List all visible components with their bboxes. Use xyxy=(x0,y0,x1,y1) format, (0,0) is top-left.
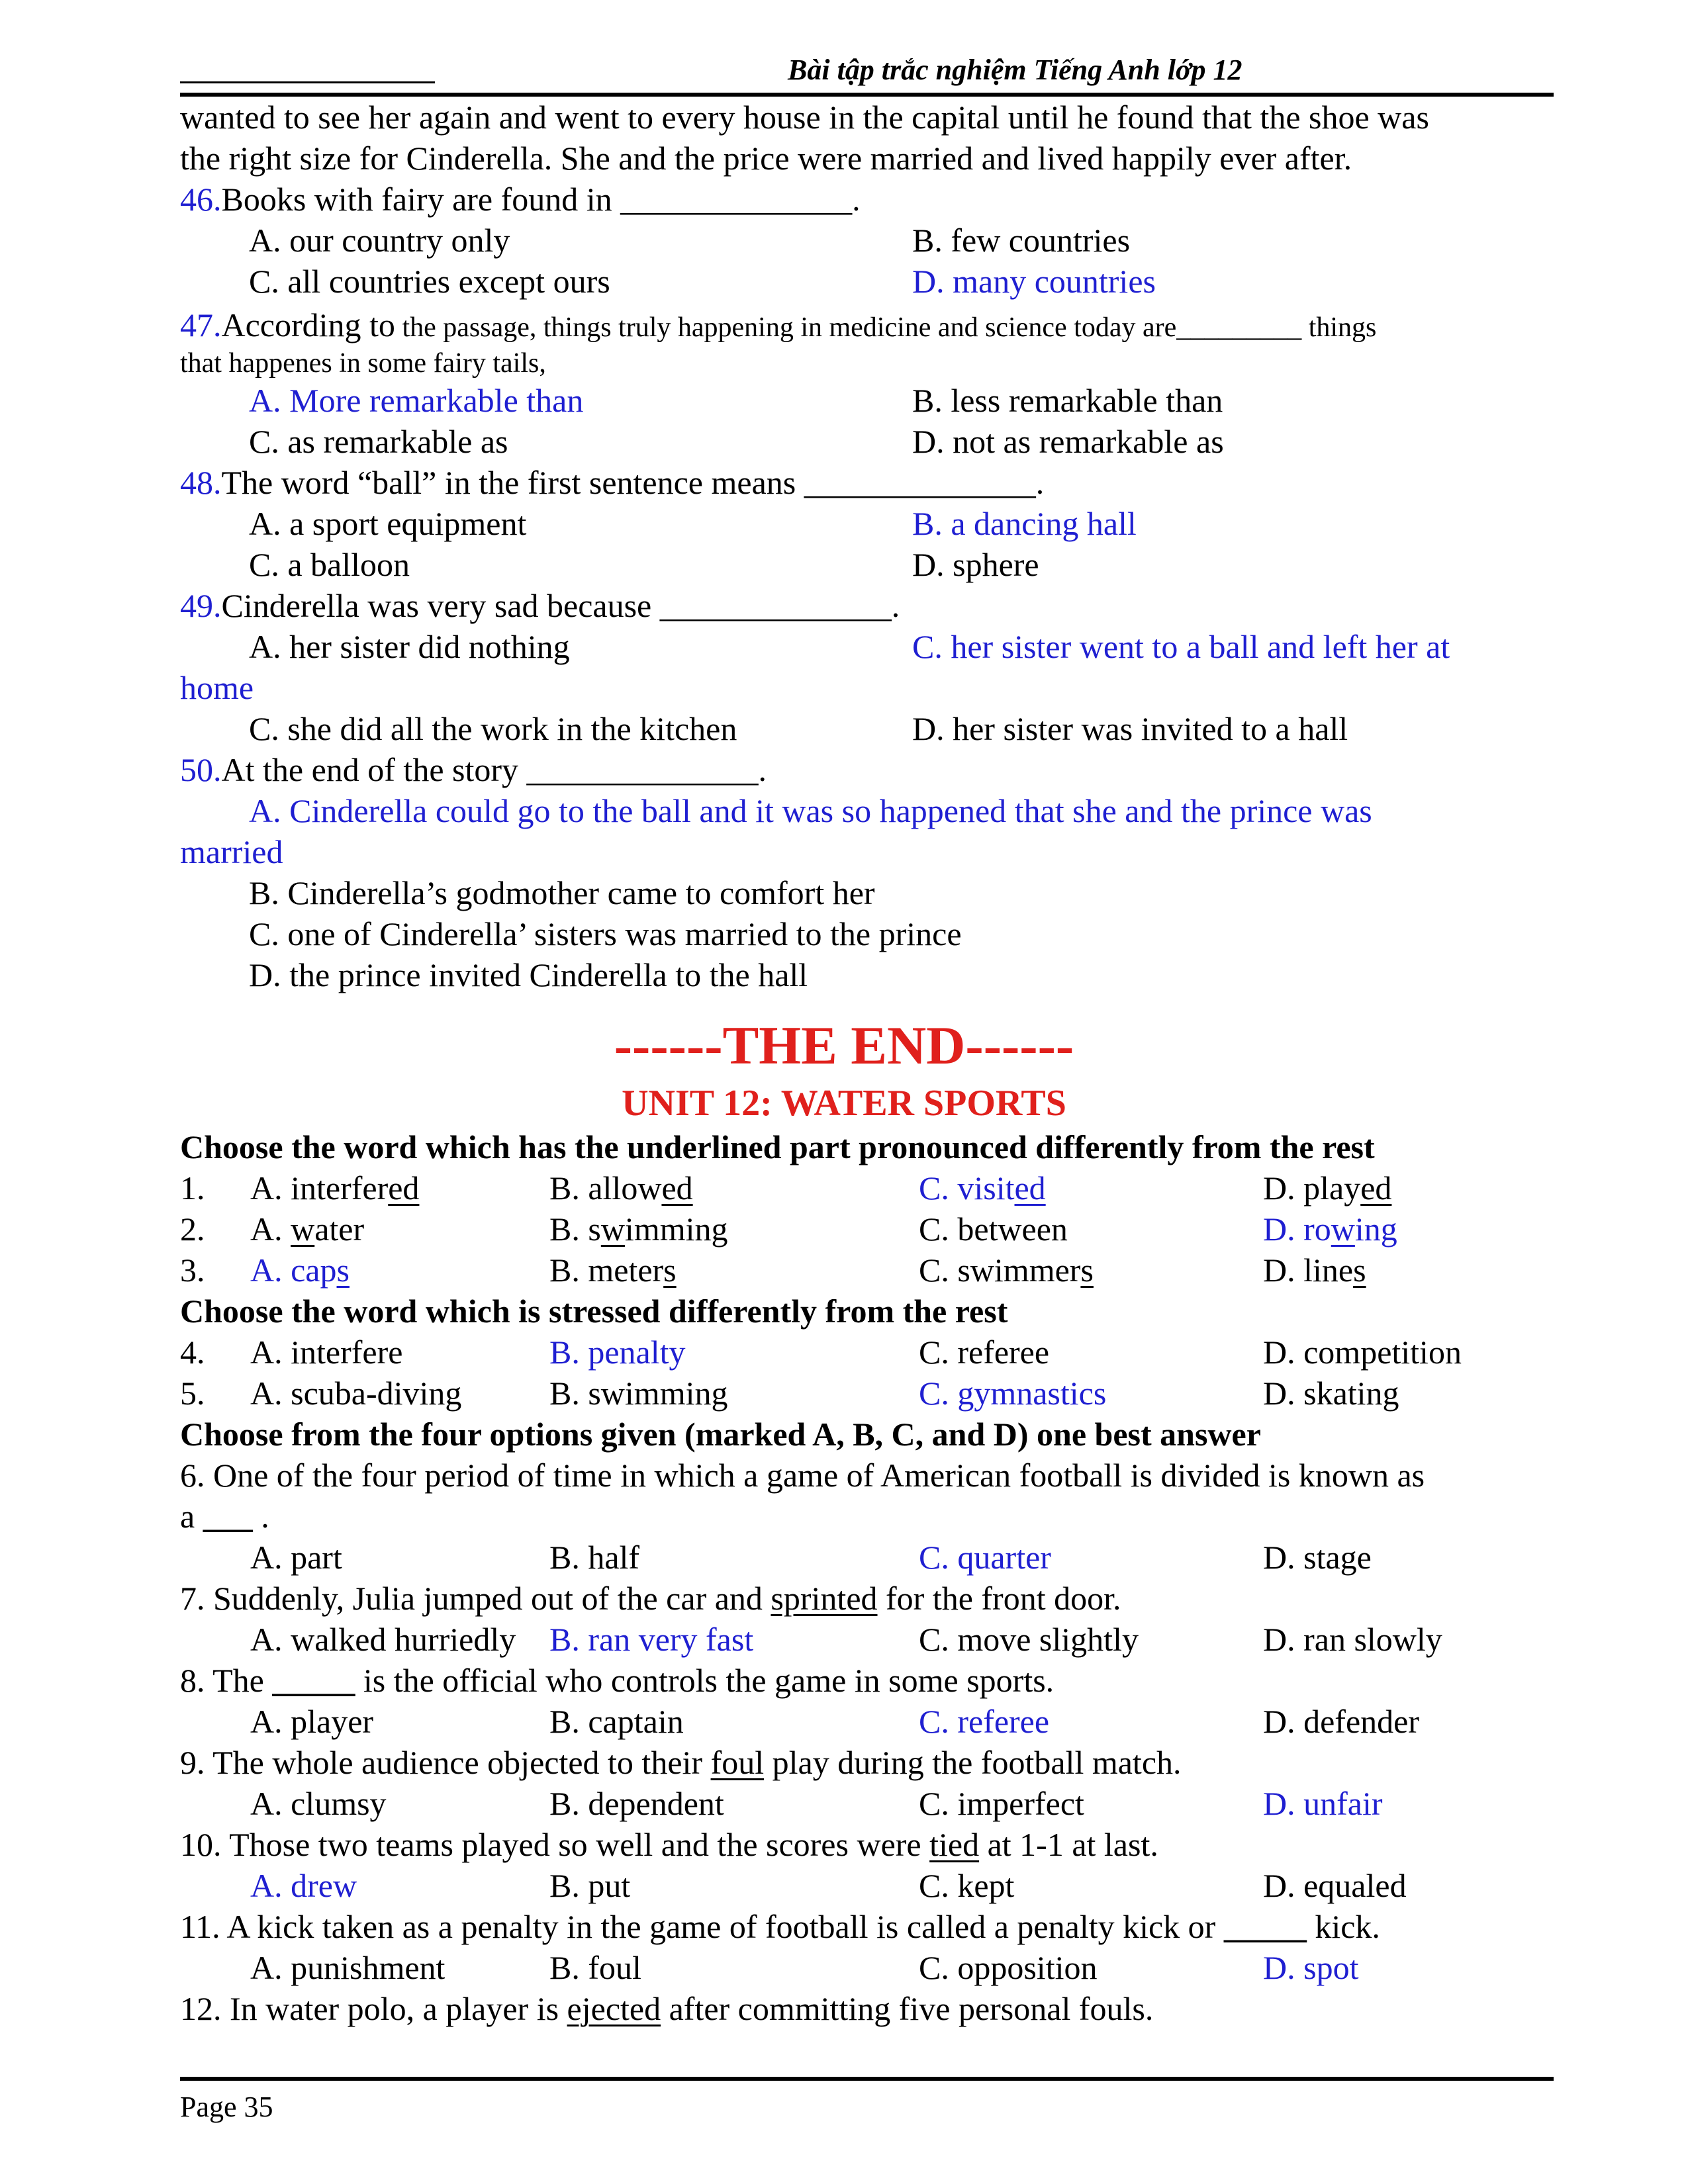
section-instruction: Choose the word which has the underlined part pronounced differently from the rest xyxy=(180,1128,1375,1165)
question-46 xyxy=(180,179,861,220)
option: C. move slightly xyxy=(919,1621,1139,1658)
question-number: 3. xyxy=(180,1251,205,1289)
question-11: 11. A kick taken as a penalty in the game of football is called a penalty kick or _____ kick. xyxy=(180,1908,1380,1945)
option: B. less remarkable than xyxy=(912,382,1223,419)
question-text: Cinderella was very sad because ______________. xyxy=(221,587,900,624)
option-correct-continued: home xyxy=(180,669,254,706)
option: A. punishment xyxy=(250,1949,445,1986)
option: B. foul xyxy=(549,1949,641,1986)
option: D. equaled xyxy=(1263,1867,1407,1904)
option-correct-continued: married xyxy=(180,833,283,870)
option-correct: A. caps xyxy=(250,1251,350,1289)
header-title: Bài tập trắc nghiệm Tiếng Anh lớp 12 xyxy=(788,54,1243,86)
option: D. the prince invited Cinderella to the hall xyxy=(249,956,808,993)
option: B. few countries xyxy=(912,222,1131,259)
option: D. her sister was invited to a hall xyxy=(912,710,1348,747)
option: B. allowed xyxy=(549,1169,693,1206)
option: D. played xyxy=(1263,1169,1392,1206)
option: A. clumsy xyxy=(250,1785,387,1822)
question-number: 5. xyxy=(180,1375,205,1412)
option: A. scuba-diving xyxy=(250,1375,462,1412)
option: A. part xyxy=(250,1539,342,1576)
unit-title: UNIT 12: WATER SPORTS xyxy=(622,1083,1066,1124)
option: C. one of Cinderella’ sisters was married to the prince xyxy=(249,915,962,952)
option-correct: D. spot xyxy=(1263,1949,1359,1986)
passage-line: the right size for Cinderella. She and the price were married and lived happily ever after. xyxy=(180,140,1352,177)
the-end-heading: ------THE END------ xyxy=(614,1015,1074,1075)
question-number: 2. xyxy=(180,1210,205,1248)
question-number: 46. xyxy=(180,181,222,218)
option: C. swimmers xyxy=(919,1251,1094,1289)
option-correct: C. referee xyxy=(919,1703,1050,1740)
option: B. meters xyxy=(549,1251,677,1289)
question-50 xyxy=(180,749,767,790)
option-correct: B. penalty xyxy=(549,1334,686,1371)
option: A. our country only xyxy=(249,222,510,259)
option: D. defender xyxy=(1263,1703,1419,1740)
question-7: 7. Suddenly, Julia jumped out of the car and sprinted for the front door. xyxy=(180,1580,1121,1617)
question-number: 50. xyxy=(180,751,222,788)
section-instruction: Choose from the four options given (marked A, B, C, and D) one best answer xyxy=(180,1416,1261,1453)
question-6: 6. One of the four period of time in which a game of American football is divided is known as xyxy=(180,1457,1425,1494)
option-correct: C. quarter xyxy=(919,1539,1051,1576)
option: D. ran slowly xyxy=(1263,1621,1442,1658)
option: C. as remarkable as xyxy=(249,423,508,460)
question-8: 8. The _____ is the official who controls the game in some sports. xyxy=(180,1662,1055,1699)
option: B. captain xyxy=(549,1703,684,1740)
option: C. a balloon xyxy=(249,546,410,583)
option-correct: A. drew xyxy=(250,1867,357,1904)
header-short-rule xyxy=(180,81,435,83)
question-text: According to xyxy=(221,306,395,343)
option-correct: A. More remarkable than xyxy=(249,382,584,419)
option: B. Cinderella’s godmother came to comfort her xyxy=(249,874,875,911)
option: D. not as remarkable as xyxy=(912,423,1224,460)
option: C. opposition xyxy=(919,1949,1098,1986)
option-correct: C. gymnastics xyxy=(919,1375,1107,1412)
option: B. dependent xyxy=(549,1785,724,1822)
option: B. swimming xyxy=(549,1375,728,1412)
option: C. she did all the work in the kitchen xyxy=(249,710,737,747)
option-correct: B. a dancing hall xyxy=(912,505,1137,542)
option: A. walked hurriedly xyxy=(250,1621,516,1658)
question-text: Books with fairy are found in ______________. xyxy=(221,181,861,218)
option: A. interfered xyxy=(250,1169,420,1206)
option: B. put xyxy=(549,1867,631,1904)
option: C. kept xyxy=(919,1867,1015,1904)
option: A. a sport equipment xyxy=(249,505,527,542)
question-9: 9. The whole audience objected to their foul play during the football match. xyxy=(180,1744,1182,1781)
question-text: At the end of the story ______________. xyxy=(221,751,767,788)
question-number: 47. xyxy=(180,306,222,343)
option: A. her sister did nothing xyxy=(249,628,570,665)
section-instruction: Choose the word which is stressed differently from the rest xyxy=(180,1293,1008,1330)
option: D. sphere xyxy=(912,546,1039,583)
option: A. water xyxy=(250,1210,365,1248)
question-10: 10. Those two teams played so well and the scores were tied at 1-1 at last. xyxy=(180,1826,1158,1863)
option-correct: D. rowing xyxy=(1263,1210,1397,1248)
option: C. referee xyxy=(919,1334,1050,1371)
footer-rule xyxy=(180,2077,1554,2081)
option: D. lines xyxy=(1263,1251,1366,1289)
question-12: 12. In water polo, a player is ejected after committing five personal fouls. xyxy=(180,1990,1154,2027)
question-48 xyxy=(180,462,1044,503)
passage-line: wanted to see her again and went to every house in the capital until he found that the shoe was xyxy=(180,99,1429,136)
question-number: 4. xyxy=(180,1334,205,1371)
question-number: 49. xyxy=(180,587,222,624)
option-correct: B. ran very fast xyxy=(549,1621,754,1658)
option: D. competition xyxy=(1263,1334,1462,1371)
page-number: Page 35 xyxy=(180,2091,273,2123)
option-correct: C. her sister went to a ball and left her at xyxy=(912,628,1450,665)
option-correct: D. many countries xyxy=(912,263,1156,300)
option: A. interfere xyxy=(250,1334,403,1371)
question-number: 1. xyxy=(180,1169,205,1206)
option: C. between xyxy=(919,1210,1068,1248)
option-correct: A. Cinderella could go to the ball and it was so happened that she and the prince was xyxy=(249,792,1372,829)
question-49 xyxy=(180,585,900,626)
question-number: 48. xyxy=(180,464,222,501)
option: D. stage xyxy=(1263,1539,1372,1576)
option: C. all countries except ours xyxy=(249,263,610,300)
option: D. skating xyxy=(1263,1375,1399,1412)
option: C. imperfect xyxy=(919,1785,1084,1822)
question-text: that happenes in some fairy tails, xyxy=(180,348,546,379)
question-6-continued: a ___ . xyxy=(180,1498,269,1535)
option: B. swimming xyxy=(549,1210,728,1248)
option: B. half xyxy=(549,1539,640,1576)
question-47 xyxy=(180,304,1376,348)
option: A. player xyxy=(250,1703,374,1740)
option-correct: C. visited xyxy=(919,1169,1046,1206)
question-text: the passage, things truly happening in medicine and science today are_________ things xyxy=(395,312,1377,343)
option-correct: D. unfair xyxy=(1263,1785,1383,1822)
question-text: The word “ball” in the first sentence means ______________. xyxy=(221,464,1045,501)
